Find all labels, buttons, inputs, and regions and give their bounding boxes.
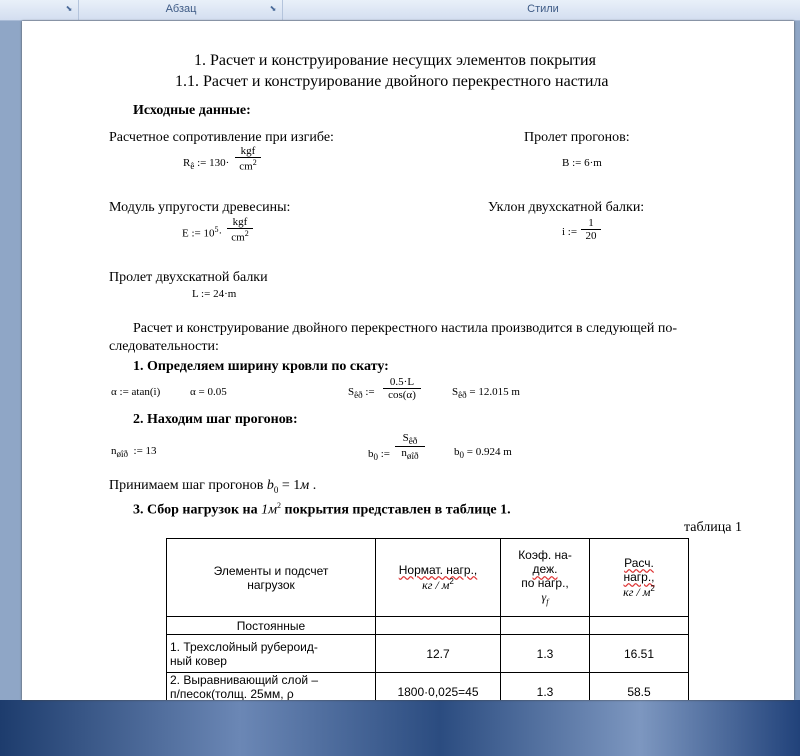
styles-group-label: Стили: [527, 3, 559, 15]
table-caption: таблица 1: [684, 520, 742, 535]
step3-heading: 3. Сбор нагрузок на $1м^2$ покрытия представлен в таблице 1.: [133, 501, 511, 518]
header-normative-load: Нормат. нагр., кг / $м^2$: [376, 539, 501, 617]
header-reliability-coef: Коэф. на- деж. по нагр., $\gamma_f$: [501, 539, 590, 617]
paragraph-group-label: Абзац: [165, 3, 197, 15]
table-row: [167, 635, 689, 673]
subsection-title: 1.1. Расчет и конструирование двойного перекрестного настила: [175, 73, 609, 90]
row1-normative: 12.7: [376, 635, 501, 673]
font-dialog-launcher-icon[interactable]: ⬊: [65, 4, 73, 13]
row1-design: 16.51: [590, 635, 689, 673]
r-value: := 130·: [197, 157, 230, 169]
initial-data-heading: Исходные данные:: [133, 103, 251, 118]
loads-table: [166, 538, 689, 700]
roof-width-denominator: cos(α): [388, 389, 416, 401]
purlin-step-denominator: $n_{øîð}$: [401, 447, 419, 461]
document-page[interactable]: [22, 21, 794, 700]
row2-normative: 1800·0,025=45: [376, 673, 501, 701]
table-header-row: [167, 539, 689, 617]
purlin-span-formula: B := 6·m: [562, 157, 602, 169]
r-unit-denominator: $cm^2$: [239, 158, 257, 173]
roof-width-fraction: [383, 376, 421, 401]
row2-design: 58.5: [590, 673, 689, 701]
purlin-step-fraction: [395, 432, 425, 461]
purlin-span-label: Пролет прогонов:: [524, 130, 630, 145]
r-unit-numerator: kgf: [235, 145, 261, 158]
bending-resistance-label: Расчетное сопротивление при изгибе:: [109, 130, 334, 145]
purlin-step-lhs: $b_0$ :=: [368, 448, 391, 462]
step1-heading: 1. Определяем ширину кровли по скату:: [133, 359, 389, 374]
slope-fraction: $\frac{1}{20}$: [581, 217, 601, 242]
table-section-row: [167, 617, 689, 635]
beam-span-label: Пролет двухскатной балки: [109, 270, 268, 285]
step2-heading: 2. Находим шаг прогонов:: [133, 412, 298, 427]
e-unit-numerator: kgf: [227, 216, 253, 229]
beam-span-formula: L := 24·m: [192, 288, 237, 300]
ribbon-group-paragraph: [80, 0, 283, 20]
accepted-step-sentence: Принимаем шаг прогонов $b_0 = 1м$ .: [109, 478, 317, 495]
ribbon-group-font: [0, 0, 79, 20]
section-constant-loads: Постоянные: [167, 617, 376, 635]
ribbon-group-styles: [286, 0, 800, 20]
roof-width-numerator: 0.5·L: [383, 376, 421, 389]
beam-slope-label: Уклон двухскатной балки:: [488, 200, 645, 215]
row1-element: 1. Трехслойный рубероид- ный ковер: [167, 635, 376, 673]
alpha-definition: α := atan(i): [111, 386, 161, 398]
r-symbol: R: [183, 157, 191, 169]
bending-resistance-formula: [183, 157, 229, 171]
elasticity-modulus-formula: E := $10^5\cdot$: [182, 225, 223, 240]
roof-width-result: $S_{êð} = 12.015$ m: [452, 386, 520, 400]
r-unit-fraction: [235, 145, 261, 173]
table-row: [167, 673, 689, 701]
row2-coefficient: 1.3: [501, 673, 590, 701]
purlin-step-result: $b_0 = 0.924$ m: [454, 446, 512, 460]
section-title: 1. Расчет и конструирование несущих элементов покрытия: [194, 52, 596, 69]
desktop-background: [0, 700, 800, 756]
header-design-load: Расч. нагр., кг / $м^2$: [590, 539, 689, 617]
purlin-count-formula: $n_{øîð}$ := 13: [111, 445, 157, 459]
roof-width-lhs: $S_{êð}$ :=: [348, 386, 375, 400]
alpha-value: α = 0.05: [190, 386, 227, 398]
ribbon: [0, 0, 800, 21]
purlin-step-numerator: $S_{êð}$: [395, 432, 425, 447]
row2-element: 2. Выравнивающий слой – п/песок(толщ. 25мм, ρ: [167, 673, 376, 701]
paragraph-dialog-launcher-icon[interactable]: ⬊: [269, 4, 277, 13]
e-unit-fraction: [227, 216, 253, 244]
header-elements: Элементы и подсчет нагрузок: [167, 539, 376, 617]
e-unit-denominator: $cm^2$: [231, 229, 249, 244]
elasticity-modulus-label: Модуль упругости древесины:: [109, 200, 291, 215]
slope-lhs: i :=: [562, 226, 578, 238]
intro-paragraph-line2: следовательности:: [109, 339, 219, 354]
row1-coefficient: 1.3: [501, 635, 590, 673]
r-subscript: ê: [190, 161, 195, 171]
intro-paragraph-line1: Расчет и конструирование двойного перекрестного настила производится в следующей по-: [133, 321, 678, 336]
